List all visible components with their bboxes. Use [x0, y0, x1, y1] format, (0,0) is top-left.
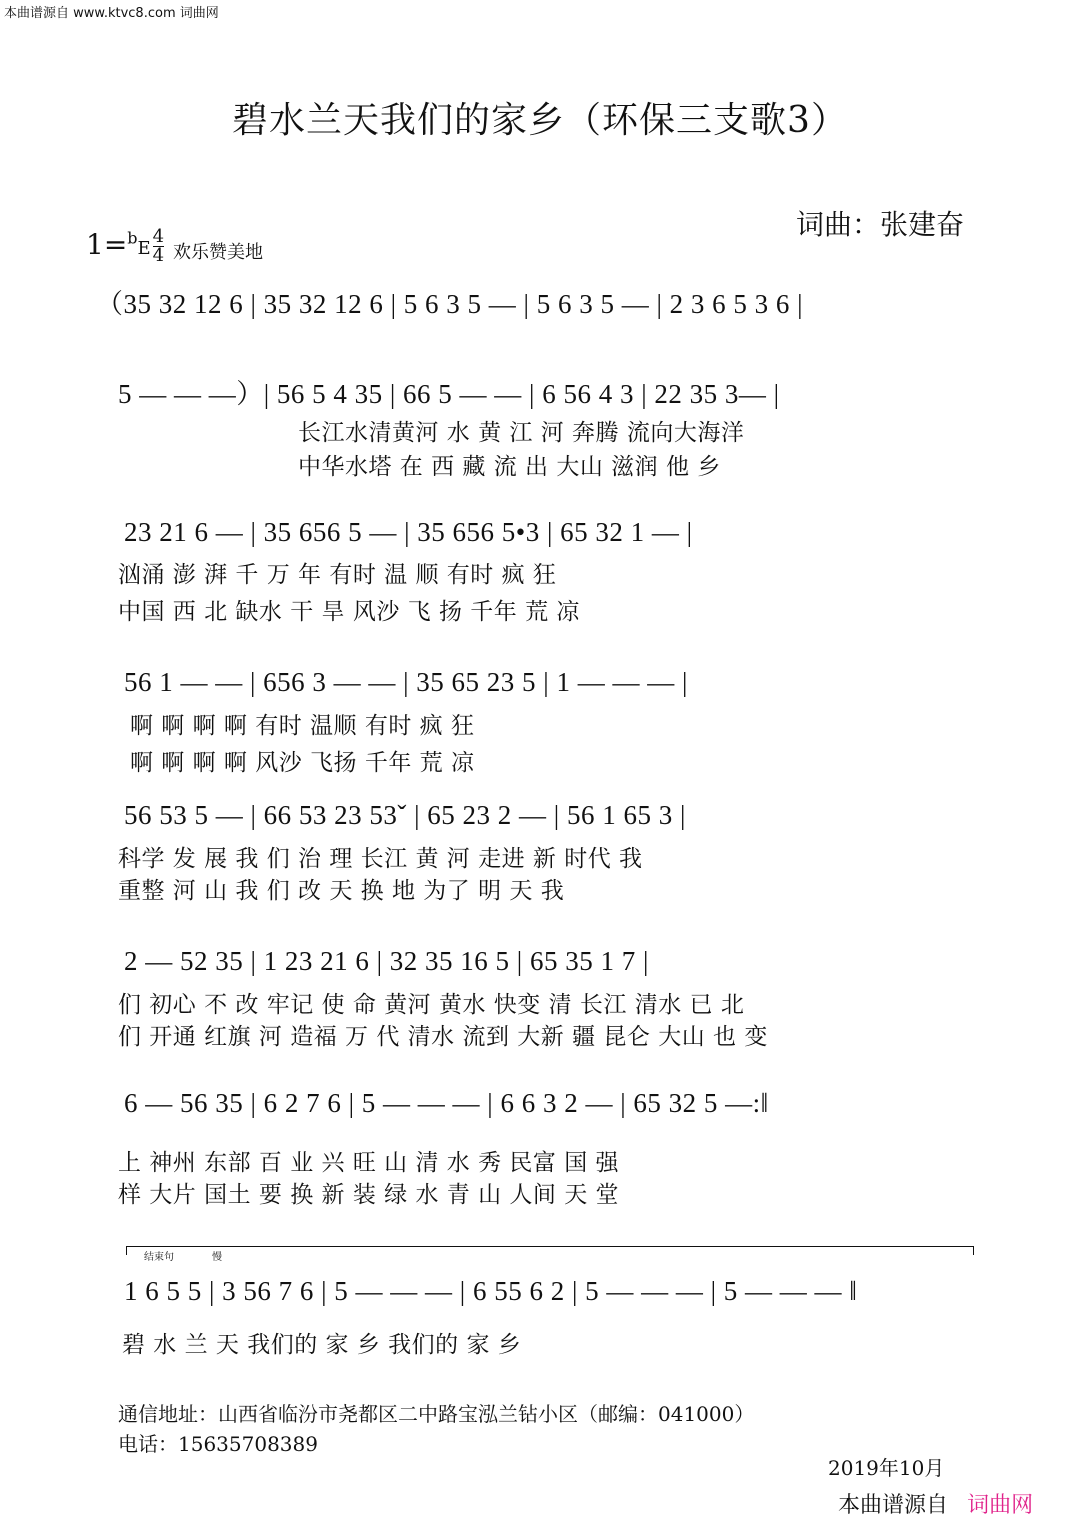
notation-row-7: 6 — 56 35 | 6 2 7 6 | 5 — — — | 6 6 3 2 — | 65 32 5 —:‖	[124, 1088, 769, 1118]
lyric-row-4-verse-1: 啊 啊 啊 啊 有时 温顺 有时 疯 狂	[130, 713, 475, 739]
watermark-top: 本曲谱源自 www.ktvc8.com 词曲网	[4, 6, 219, 21]
composer-credit: 词曲：张建奋	[796, 208, 965, 241]
lyric-row-6-verse-1: 们 初心 不 改 牢记 使 命 黄河 黄水 快变 清 长江 清水 已 北	[118, 992, 745, 1018]
footer-address: 通信地址：山西省临汾市尧都区二中路宝泓兰钻小区（邮编：041000）	[118, 1402, 755, 1426]
lyric-row-3-verse-1: 汹涌 澎 湃 千 万 年 有时 温 顺 有时 疯 狂	[118, 562, 557, 588]
ending-bracket	[126, 1246, 974, 1255]
notation-row-4: 56 1 — — | 656 3 — — | 35 65 23 5 | 1 — — — |	[124, 667, 688, 697]
key-note: E	[137, 238, 151, 259]
footer-logo	[838, 1488, 1033, 1519]
time-bottom: 4	[152, 245, 165, 266]
key-flat: b	[127, 228, 138, 248]
lyric-row-8: 碧 水 兰 天 我们的 家 乡 我们的 家 乡	[122, 1332, 522, 1358]
song-title: 碧水兰天我们的家乡（环保三支歌3）	[232, 100, 848, 141]
lyric-row-3-verse-2: 中国 西 北 缺水 干 旱 风沙 飞 扬 千年 荒 凉	[118, 599, 580, 625]
lyric-row-6-verse-2: 们 开通 红旗 河 造福 万 代 清水 流到 大新 疆 昆仑 大山 也 变	[118, 1024, 768, 1050]
ending-label: 结束句	[144, 1252, 174, 1263]
lyric-row-2-verse-2: 中华水塔 在 西 藏 流 出 大山 滋润 他 乡	[298, 454, 721, 480]
notation-row-1: （35 32 12 6 | 35 32 12 6 | 5 6 3 5 — | 5 6 3 5 — | 2 3 6 5 3 6 |	[96, 289, 804, 319]
key-signature	[86, 228, 164, 265]
tempo-marking: 欢乐赞美地	[173, 242, 263, 263]
lyric-row-7-verse-1: 上 神州 东部 百 业 兴 旺 山 清 水 秀 民富 国 强	[118, 1150, 620, 1176]
footer-phone: 电话：15635708389	[118, 1432, 318, 1456]
notation-row-3: 23 21 6 — | 35 656 5 — | 35 656 5•3 | 65 32 1 — |	[124, 517, 693, 547]
footer-date: 2019年10月	[828, 1456, 945, 1480]
key-prefix: 1=	[86, 228, 128, 261]
notation-row-8: 1 6 5 5 | 3 56 7 6 | 5 — — — | 6 55 6 2 | 5 — — — | 5 — — — ‖	[124, 1276, 858, 1306]
lyric-row-7-verse-2: 样 大片 国土 要 换 新 装 绿 水 青 山 人间 天 堂	[118, 1182, 620, 1208]
logo-text-a: 本曲谱源自	[838, 1493, 949, 1518]
lyric-row-4-verse-2: 啊 啊 啊 啊 风沙 飞扬 千年 荒 凉	[130, 750, 475, 776]
notation-row-5: 56 53 5 — | 66 53 23 53ˇ | 65 23 2 — | 56 1 65 3 |	[124, 800, 686, 830]
lyric-row-2-verse-1: 长江水清黄河 水 黄 江 河 奔腾 流向大海洋	[298, 420, 745, 446]
logo-text-b: 词曲网	[967, 1493, 1034, 1518]
notation-row-2: 5 — — —）| 56 5 4 35 | 66 5 — — | 6 56 4 3 | 22 35 3— |	[118, 379, 780, 409]
lyric-row-5-verse-2: 重整 河 山 我 们 改 天 换 地 为了 明 天 我	[118, 878, 565, 904]
time-top: 4	[152, 226, 165, 247]
slow-label: 慢	[212, 1252, 222, 1263]
notation-row-6: 2 — 52 35 | 1 23 21 6 | 32 35 16 5 | 65 35 1 7 |	[124, 946, 649, 976]
lyric-row-5-verse-1: 科学 发 展 我 们 治 理 长江 黄 河 走进 新 时代 我	[118, 846, 643, 872]
